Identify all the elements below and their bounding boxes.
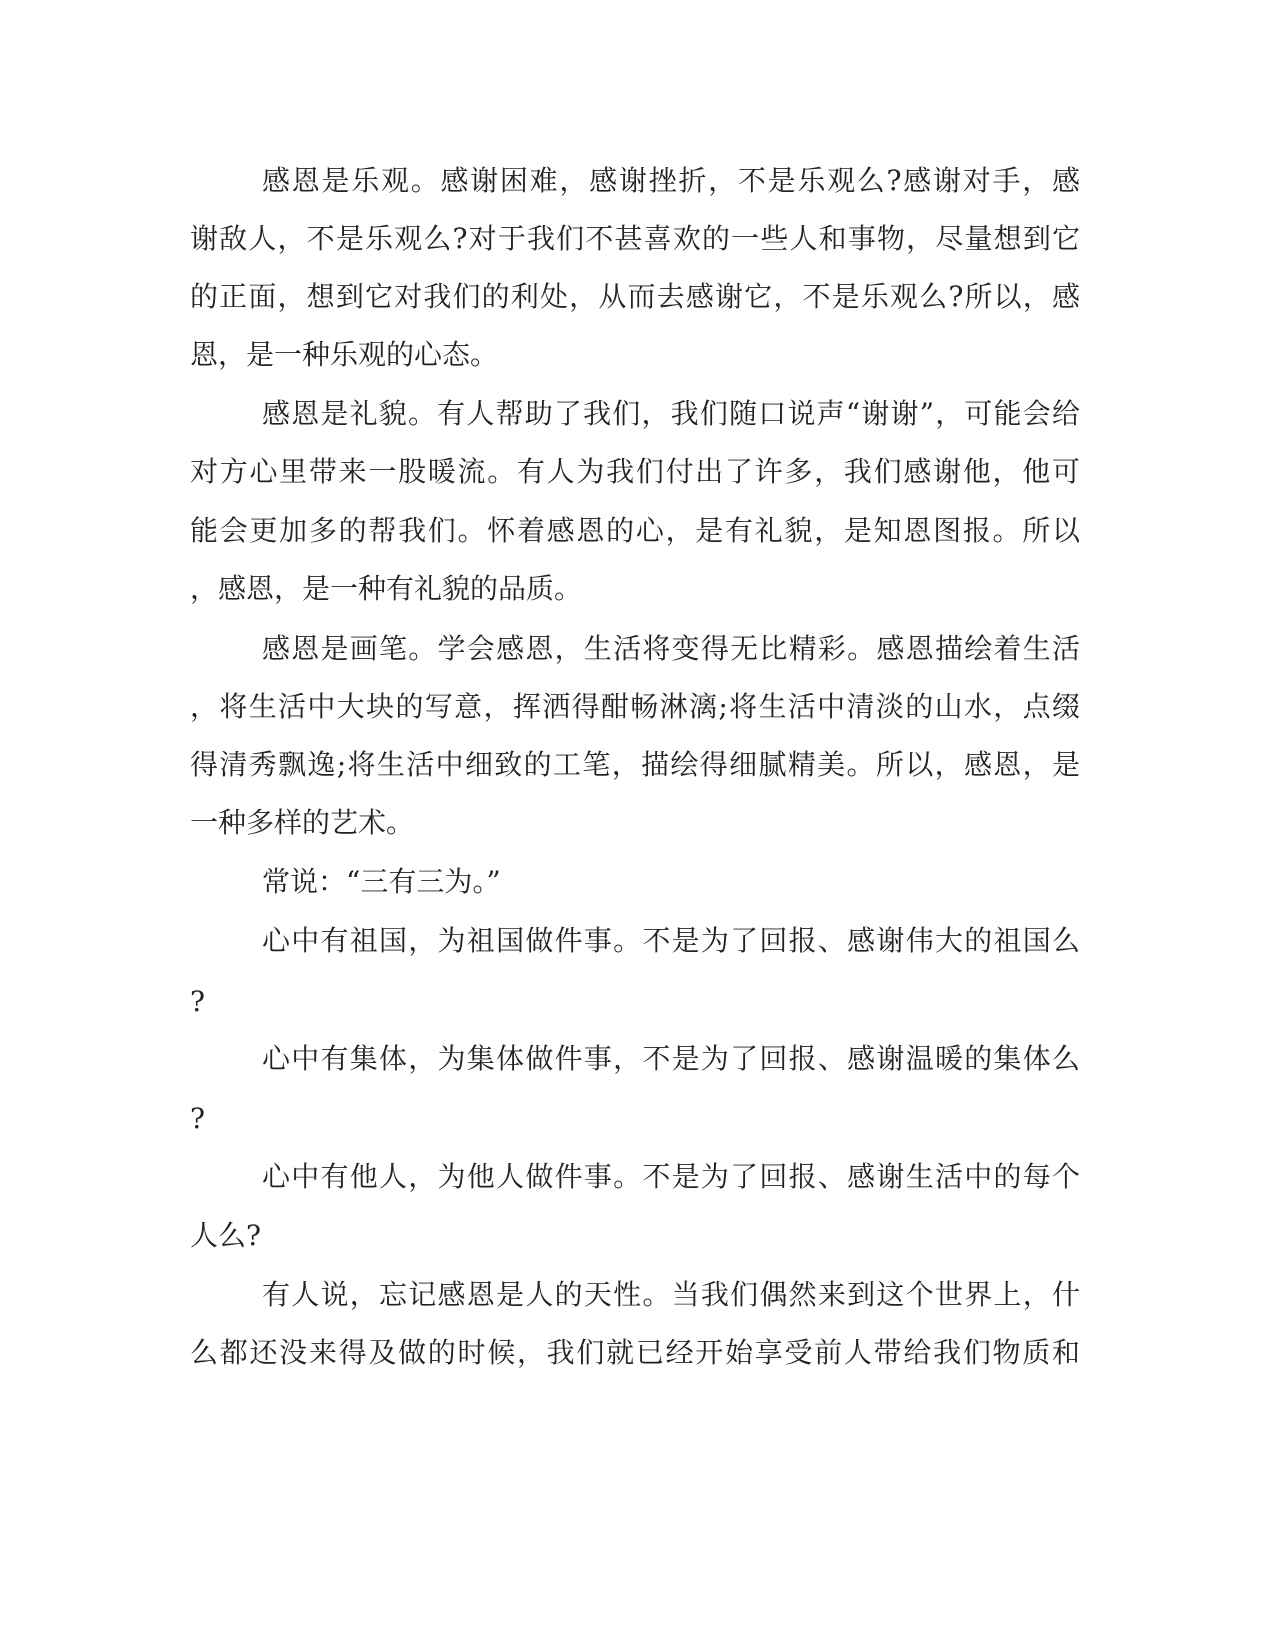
paragraph-line: 心中有他人，为他人做件事。不是为了回报、感谢生活中的每个 <box>262 1160 1080 1193</box>
paragraph-line: 常说：“三有三为。” <box>262 865 501 898</box>
paragraph-line: ，感恩，是一种有礼貌的品质。 <box>190 572 583 605</box>
paragraph-line: 的正面，想到它对我们的利处，从而去感谢它，不是乐观么?所以，感 <box>190 280 1080 313</box>
paragraph-line: 心中有集体，为集体做件事，不是为了回报、感谢温暖的集体么 <box>262 1042 1080 1075</box>
paragraph-line: 有人说，忘记感恩是人的天性。当我们偶然来到这个世界上，什 <box>262 1278 1080 1311</box>
paragraph-line: ? <box>190 985 206 1018</box>
paragraph-line: 人么? <box>190 1219 262 1252</box>
paragraph-line: ，将生活中大块的写意，挥洒得酣畅淋漓;将生活中清淡的山水，点缀 <box>190 690 1080 723</box>
paragraph-line: 感恩是乐观。感谢困难，感谢挫折，不是乐观么?感谢对手，感 <box>262 164 1080 197</box>
paragraph-line: 恩，是一种乐观的心态。 <box>190 338 499 371</box>
paragraph-line: 得清秀飘逸;将生活中细致的工笔，描绘得细腻精美。所以，感恩，是 <box>190 748 1080 781</box>
paragraph-line: 一种多样的艺术。 <box>190 806 415 839</box>
paragraph-line: 心中有祖国，为祖国做件事。不是为了回报、感谢伟大的祖国么 <box>262 924 1080 957</box>
paragraph-line: ? <box>190 1102 206 1135</box>
paragraph-line: 能会更加多的帮我们。怀着感恩的心，是有礼貌，是知恩图报。所以 <box>190 514 1080 547</box>
paragraph-line: 么都还没来得及做的时候，我们就已经开始享受前人带给我们物质和 <box>190 1336 1080 1369</box>
paragraph-line: 谢敌人，不是乐观么?对于我们不甚喜欢的一些人和事物，尽量想到它 <box>190 222 1080 255</box>
paragraph-line: 感恩是画笔。学会感恩，生活将变得无比精彩。感恩描绘着生活 <box>262 632 1080 665</box>
paragraph-line: 感恩是礼貌。有人帮助了我们，我们随口说声“谢谢”，可能会给 <box>262 397 1080 430</box>
paragraph-line: 对方心里带来一股暖流。有人为我们付出了许多，我们感谢他，他可 <box>190 455 1080 488</box>
